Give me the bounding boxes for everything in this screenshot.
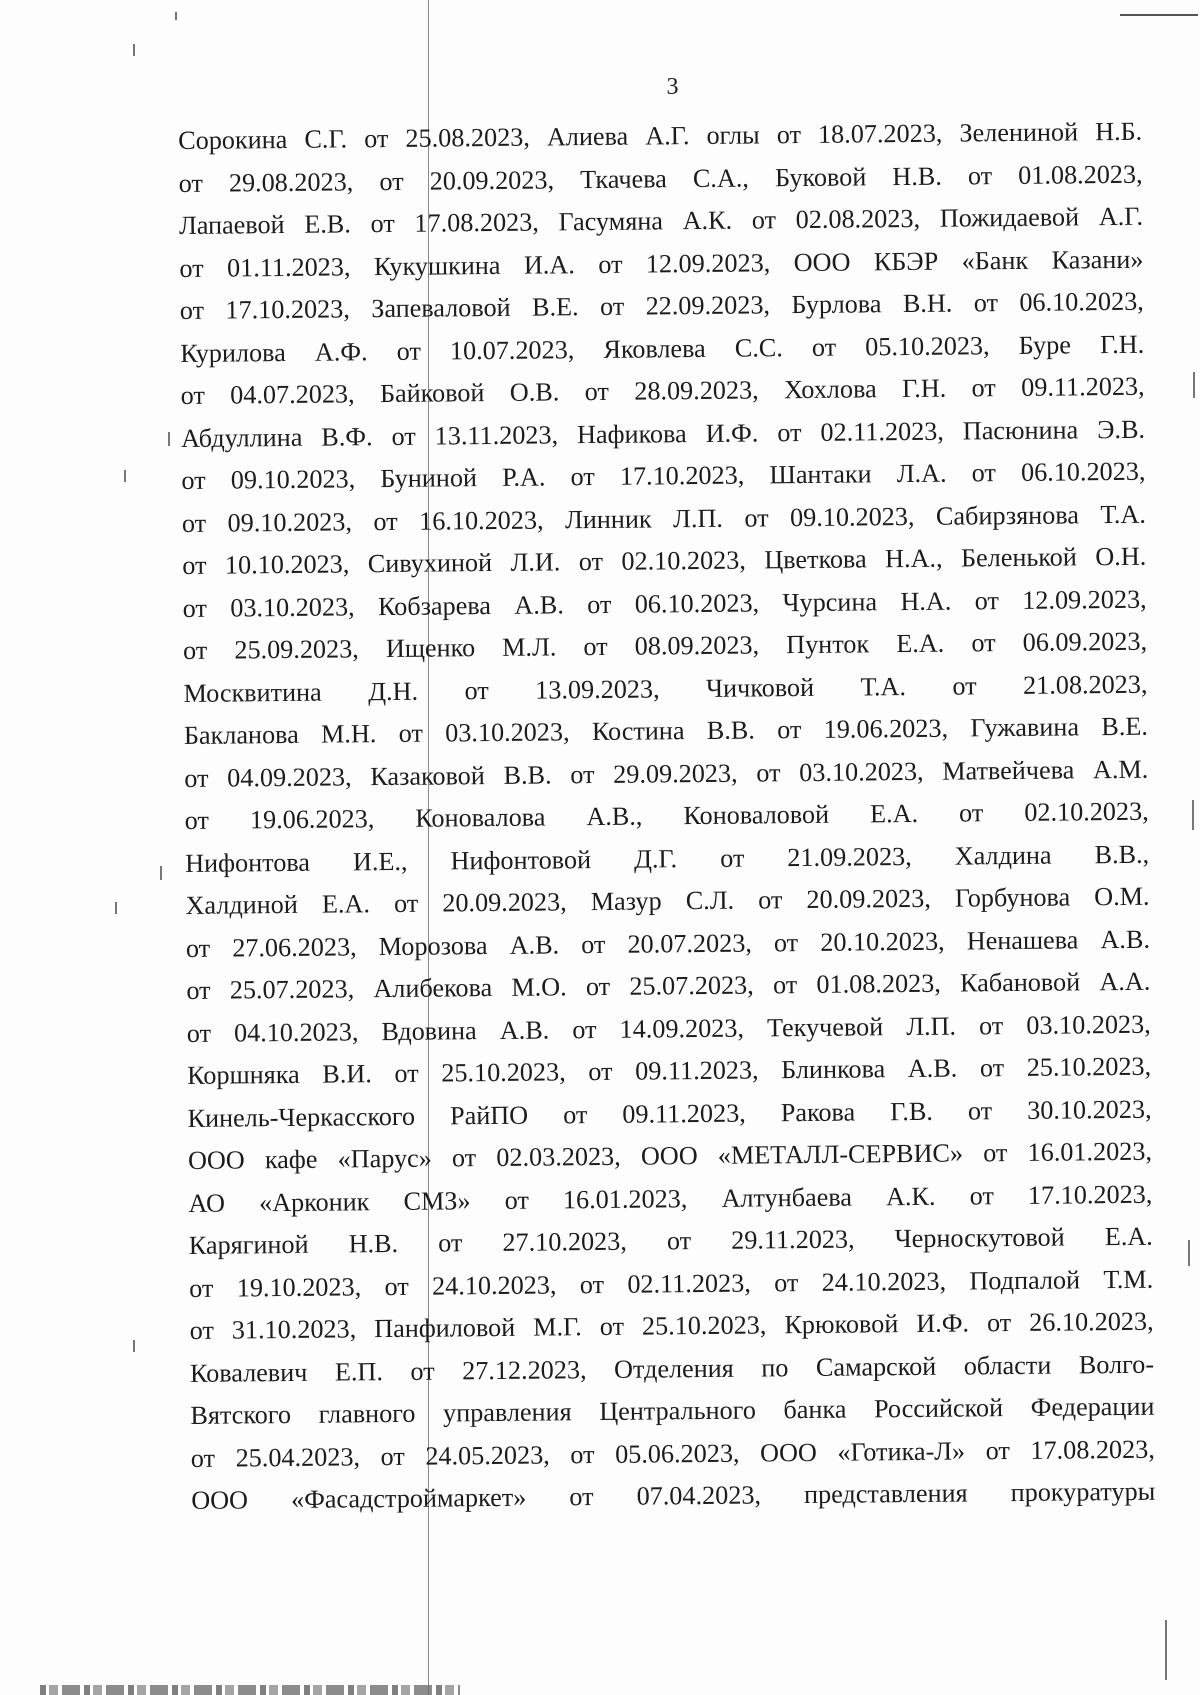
- text-line: Ковалевич Е.П. от 27.12.2023, Отделения по Самарской области Волго-: [189, 1349, 1155, 1388]
- text-line: от 01.11.2023, Кукушкина И.А. от 12.09.2023, ООО КБЭР «Банк Казани»: [179, 244, 1144, 283]
- text-line: от 04.10.2023, Вдовина А.В. от 14.09.2023, Текучевой Л.П. от 03.10.2023,: [186, 1009, 1151, 1048]
- text-line: Нифонтова И.Е., Нифонтовой Д.Г. от 21.09.2023, Халдина В.В.,: [184, 839, 1150, 878]
- text-line: Курилова А.Ф. от 10.07.2023, Яковлева С.С. от 05.10.2023, Буре Г.Н.: [180, 329, 1145, 368]
- text-line: от 09.10.2023, Буниной Р.А. от 17.10.2023, Шантаки Л.А. от 06.10.2023,: [181, 456, 1146, 495]
- text-line: от 27.06.2023, Морозова А.В. от 20.07.2023, от 20.10.2023, Ненашева А.В.: [185, 924, 1151, 963]
- body-text: [178, 111, 1155, 1523]
- scan-bottom-strip: [40, 1685, 460, 1695]
- text-line: от 03.10.2023, Кобзарева А.В. от 06.10.2023, Чурсина Н.А. от 12.09.2023,: [182, 584, 1147, 623]
- text-line: от 17.10.2023, Запеваловой В.Е. от 22.09.2023, Бурлова В.Н. от 06.10.2023,: [179, 286, 1144, 325]
- scan-edge-mark: [1120, 14, 1198, 16]
- text-line: от 10.10.2023, Сивухиной Л.И. от 02.10.2023, Цветкова Н.А., Беленькой О.Н.: [182, 541, 1147, 580]
- scan-speck: [1165, 1620, 1167, 1680]
- text-line: Вятского главного управления Центрального банка Российской Федерации: [190, 1391, 1155, 1430]
- text-line: от 04.07.2023, Байковой О.В. от 28.09.2023, Хохлова Г.Н. от 09.11.2023,: [180, 371, 1145, 410]
- scan-speck: [133, 44, 135, 56]
- text-line: Коршняка В.И. от 25.10.2023, от 09.11.2023, Блинкова А.В. от 25.10.2023,: [187, 1051, 1152, 1090]
- text-line: ООО «Фасадстроймаркет» от 07.04.2023, представления прокуратуры: [191, 1476, 1156, 1515]
- text-line: ООО кафе «Парус» от 02.03.2023, ООО «МЕТАЛЛ-СЕРВИС» от 16.01.2023,: [187, 1136, 1153, 1175]
- text-line: Кинель-Черкасского РайПО от 09.11.2023, Ракова Г.В. от 30.10.2023,: [187, 1094, 1152, 1133]
- scan-speck: [168, 432, 170, 446]
- text-line: АО «Арконик СМЗ» от 16.01.2023, Алтунбаева А.К. от 17.10.2023,: [188, 1179, 1153, 1218]
- text-line: от 25.04.2023, от 24.05.2023, от 05.06.2023, ООО «Готика-Л» от 17.08.2023,: [190, 1434, 1155, 1473]
- scan-speck: [124, 470, 126, 482]
- scan-speck: [1192, 800, 1194, 830]
- scan-speck: [160, 866, 162, 880]
- text-line: от 25.09.2023, Ищенко М.Л. от 08.09.2023, Пунток Е.А. от 06.09.2023,: [182, 626, 1148, 665]
- text-line: Бакланова М.Н. от 03.10.2023, Костина В.В. от 19.06.2023, Гужавина В.Е.: [183, 711, 1149, 750]
- text-line: от 25.07.2023, Алибекова М.О. от 25.07.2023, от 01.08.2023, Кабановой А.А.: [186, 966, 1151, 1005]
- text-line: Халдиной Е.А. от 20.09.2023, Мазур С.Л. от 20.09.2023, Горбунова О.М.: [185, 881, 1150, 920]
- text-line: Лапаевой Е.В. от 17.08.2023, Гасумяна А.К. от 02.08.2023, Пожидаевой А.Г.: [178, 201, 1144, 240]
- scan-speck: [1188, 1240, 1190, 1266]
- text-line: от 09.10.2023, от 16.10.2023, Линник Л.П. от 09.10.2023, Сабирзянова Т.А.: [181, 499, 1146, 538]
- text-line: Карягиной Н.В. от 27.10.2023, от 29.11.2023, Черноскутовой Е.А.: [188, 1221, 1153, 1260]
- text-line: Сорокина С.Г. от 25.08.2023, Алиева А.Г. оглы от 18.07.2023, Зелениной Н.Б.: [178, 116, 1143, 155]
- scan-speck: [1193, 372, 1195, 398]
- text-line: от 04.09.2023, Казаковой В.В. от 29.09.2023, от 03.10.2023, Матвейчева А.М.: [184, 754, 1149, 793]
- text-line: Абдуллина В.Ф. от 13.11.2023, Нафикова И.Ф. от 02.11.2023, Пасюнина Э.В.: [180, 414, 1146, 453]
- text-line: от 31.10.2023, Панфиловой М.Г. от 25.10.2023, Крюковой И.Ф. от 26.10.2023,: [189, 1306, 1154, 1345]
- scan-speck: [175, 12, 177, 20]
- text-line: Москвитина Д.Н. от 13.09.2023, Чичковой Т.А. от 21.08.2023,: [183, 669, 1148, 708]
- scan-speck: [115, 902, 117, 914]
- text-line: от 19.06.2023, Коновалова А.В., Коноваловой Е.А. от 02.10.2023,: [184, 796, 1149, 835]
- scan-speck: [133, 1340, 135, 1352]
- text-line: от 19.10.2023, от 24.10.2023, от 02.11.2023, от 24.10.2023, Подпалой Т.М.: [189, 1264, 1154, 1303]
- page-number: 3: [666, 74, 679, 100]
- text-line: от 29.08.2023, от 20.09.2023, Ткачева С.А., Буковой Н.В. от 01.08.2023,: [178, 159, 1143, 198]
